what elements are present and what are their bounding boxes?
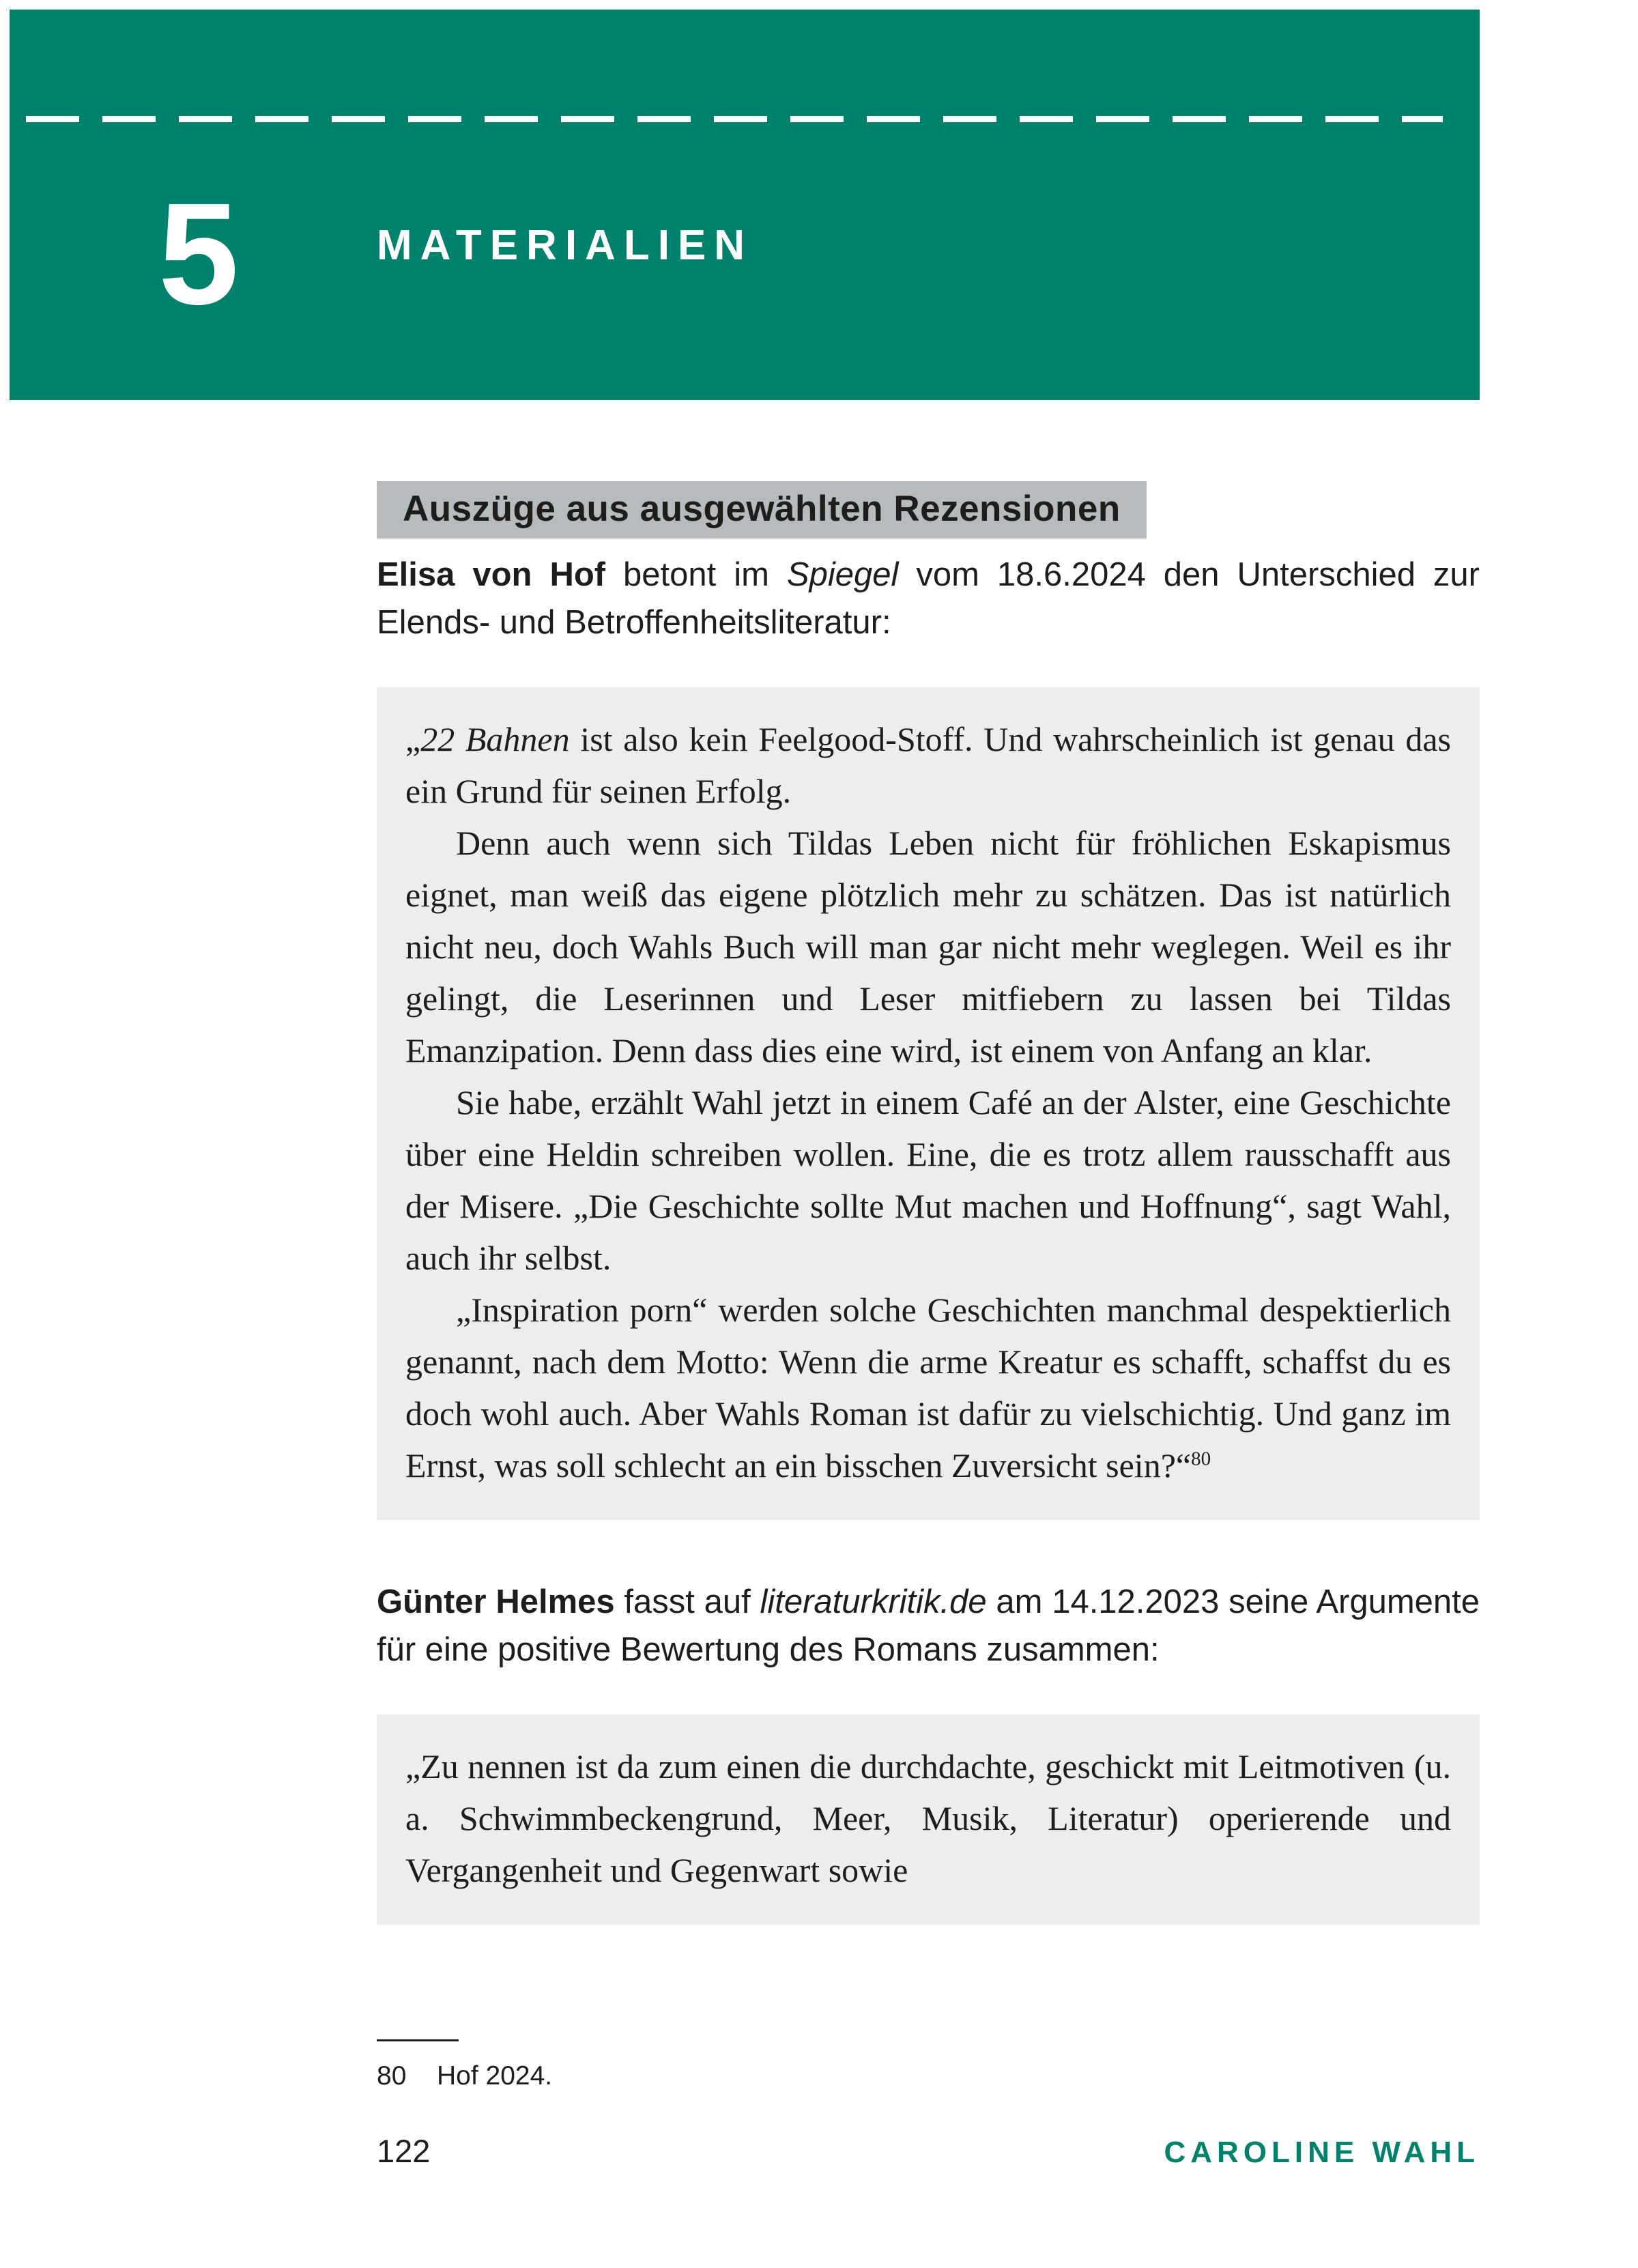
quote-text-segment: „Inspiration porn“ werden solche Geschichten manchmal despektierlich genannt, nach dem Motto: Wenn die arme Kreatur es schafft, schaffst du es doch wohl auch. Aber Wahls Roman ist dafür zu vielschichtig. Und ganz im Ernst, was soll schlecht an ein bisschen Zuversicht sein?“ (405, 1291, 1451, 1484)
quote-paragraph: „Zu nennen ist da zum einen die durchdachte, geschickt mit Leitmotiven (u. a. Schwimmbeckengrund, Meer, Musik, Literatur) operierende und Vergangenheit und Gegenwart sowie (405, 1747, 1451, 1889)
page-content (377, 481, 1480, 1925)
review2-quote-block (377, 1714, 1480, 1925)
intro-text-segment: betont im (605, 556, 787, 593)
page-footer (377, 2132, 1480, 2170)
intro-text-segment: am 14.12.2023 seine Argumente für eine positive Bewertung des Romans zusammen: (377, 1583, 1480, 1668)
chapter-title: MATERIALIEN (377, 222, 753, 269)
quote-text-segment: ist also kein Feelgood-Stoff. Und wahrscheinlich ist genau das ein Grund für seinen Erfolg. (405, 720, 1452, 810)
source-title: Spiegel (786, 556, 899, 593)
review1-quote-block (377, 687, 1480, 1520)
quote-paragraph: Denn auch wenn sich Tildas Leben nicht für fröhlichen Eskapismus eignet, man weiß das eigene plötzlich mehr zu schätzen. Das ist natürlich nicht neu, doch Wahls Buch will man gar nicht mehr weglegen. Weil es ihr gelingt, die Leserinnen und Leser mitfiebern zu lassen bei Tildas Emanzipation. Denn dass dies eine wird, ist einem von Anfang an klar. (405, 824, 1451, 1070)
quote-paragraph: Sie habe, erzählt Wahl jetzt in einem Café an der Alster, eine Geschichte über eine Heldin schreiben wollen. Eine, die es trotz allem rausschafft aus der Misere. „Die Geschichte sollte Mut machen und Hoffnung“, sagt Wahl, auch ihr selbst. (405, 1083, 1451, 1277)
book-title: 22 Bahnen (420, 720, 570, 758)
source-title: literaturkritik.de (760, 1583, 987, 1620)
page-number: 122 (377, 2133, 431, 2169)
footnote-number: 80 (377, 2061, 407, 2091)
dashed-divider (26, 116, 1443, 122)
chapter-number: 5 (158, 173, 239, 334)
running-title: CAROLINE WAHL (1164, 2136, 1480, 2169)
quote-open-mark: „ (405, 720, 421, 758)
footnote-area (377, 2039, 552, 2093)
intro-text-segment: vom 18.6.2024 den Unterschied zur Elends- und Betroffenheitsliteratur: (377, 556, 1480, 641)
quote-paragraph (405, 713, 1451, 817)
footnote-rule (377, 2039, 459, 2041)
section-heading: Auszüge aus ausgewählten Rezensionen (377, 481, 1147, 539)
quote-paragraph (405, 1284, 1451, 1491)
review2-intro (377, 1578, 1480, 1674)
footnote (377, 2061, 552, 2093)
intro-text-segment: fasst auf (614, 1583, 760, 1620)
footnote-text: Hof 2024. (437, 2061, 553, 2091)
chapter-header-band (10, 10, 1480, 400)
footnote-reference: 80 (1191, 1448, 1211, 1470)
review1-intro (377, 551, 1480, 646)
reviewer-name: Elisa von Hof (377, 556, 606, 593)
reviewer-name: Günter Helmes (377, 1583, 615, 1620)
